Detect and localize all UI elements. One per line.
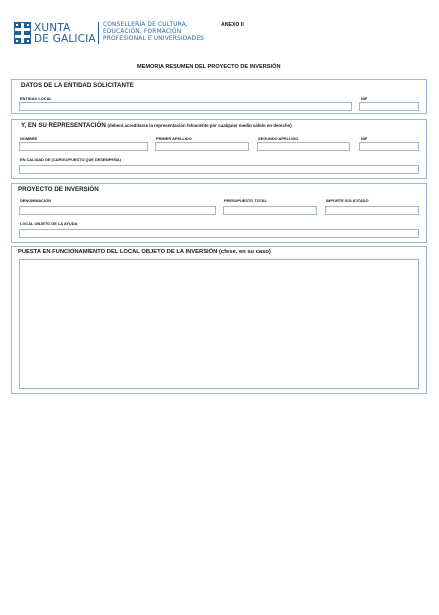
logo-line-1: XUNTA	[34, 22, 71, 34]
representation-title: Y, EN SU REPRESENTACIÓN	[21, 122, 106, 129]
project-requested-label: IMPORTE SOLICITADO	[326, 198, 369, 203]
project-section-title: PROYECTO DE INVERSIÓN	[18, 186, 99, 193]
annex-label: ANEXO II	[221, 22, 244, 28]
rep-surname2-field[interactable]	[257, 142, 350, 151]
logo-line-2: DE GALICIA	[34, 33, 96, 45]
representation-note: (deberá acreditarse la representación fehaciente por cualquier medio válido en derecho)	[107, 123, 292, 128]
project-budget-label: PRESUPUESTO TOTAL	[224, 198, 268, 203]
startup-section	[11, 246, 427, 394]
rep-name-label: NOMBRE	[20, 136, 38, 141]
department-line-1: CONSELLERÍA DE CULTURA,	[103, 22, 188, 28]
department-line-2: EDUCACIÓN, FORMACIÓN	[103, 29, 182, 35]
entity-nif-label: NIF	[361, 96, 368, 101]
entity-nif-field[interactable]	[359, 102, 419, 111]
rep-role-field[interactable]	[19, 165, 419, 174]
rep-surname1-field[interactable]	[155, 142, 249, 151]
rep-nif-field[interactable]	[359, 142, 419, 151]
rep-nif-label: NIF	[361, 136, 368, 141]
rep-role-label: EN CALIDAD DE (CARGO/PUESTO QUE DESEMPEÑA)	[20, 157, 121, 162]
entity-section	[11, 79, 427, 114]
project-name-label: DENOMINACIÓN	[20, 198, 51, 203]
entity-section-title: DATOS DE LA ENTIDAD SOLICITANTE	[21, 82, 134, 89]
project-name-field[interactable]	[19, 206, 216, 215]
entity-local-field[interactable]	[19, 102, 352, 111]
department-line-3: PROFESIONAL E UNIVERSIDADES	[103, 36, 204, 42]
startup-section-title: PUESTA EN FUNCIONAMIENTO DEL LOCAL OBJETO DE LA INVERSIÓN (cfese. en su caso)	[18, 249, 271, 255]
startup-text-area[interactable]	[19, 259, 419, 389]
logo-divider	[98, 22, 99, 44]
project-venue-field[interactable]	[19, 229, 419, 238]
rep-surname1-label: PRIMER APELLIDO	[156, 136, 192, 141]
document-title: MEMORIA RESUMEN DEL PROYECTO DE INVERSIÓN	[137, 64, 281, 70]
project-venue-label: LOCAL OBJETO DE LA AYUDA	[20, 221, 78, 226]
project-section	[11, 183, 427, 243]
project-budget-field[interactable]	[223, 206, 317, 215]
entity-local-label: ENTIDAD LOCAL	[20, 96, 52, 101]
rep-name-field[interactable]	[19, 142, 148, 151]
representation-section	[11, 119, 427, 179]
galician-cross-grid-icon	[14, 22, 31, 44]
project-requested-field[interactable]	[325, 206, 419, 215]
representation-section-title	[21, 122, 292, 129]
rep-surname2-label: SEGUNDO APELLIDO	[258, 136, 299, 141]
